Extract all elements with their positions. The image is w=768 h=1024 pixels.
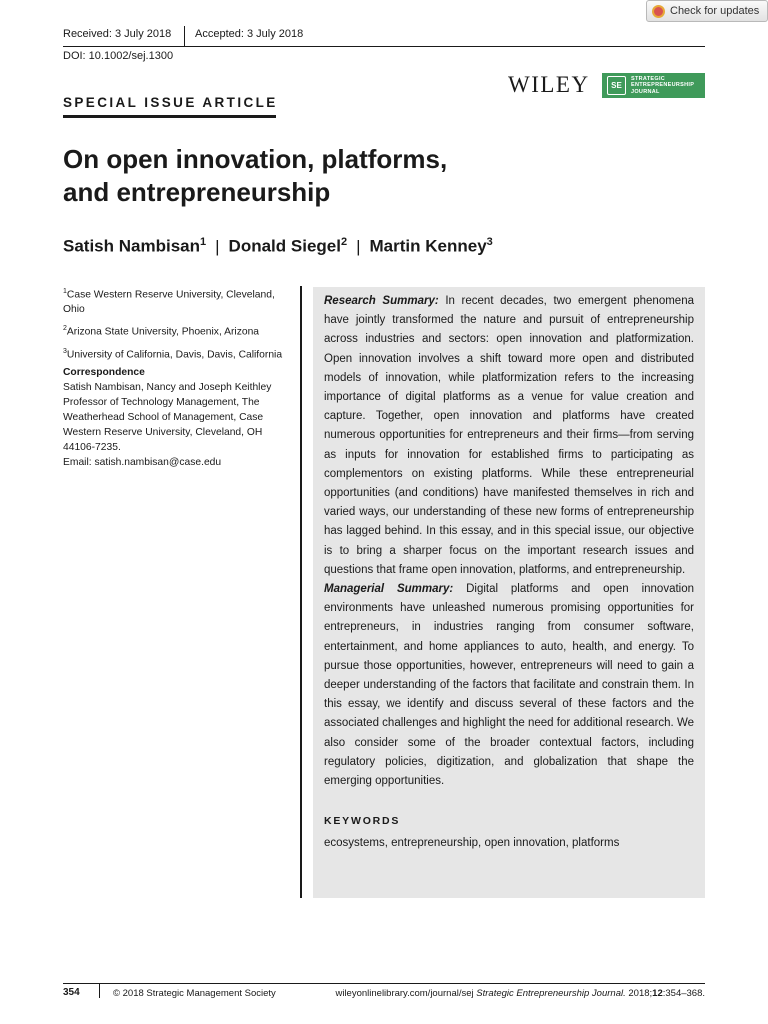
check-for-updates-label: Check for updates xyxy=(670,5,760,17)
managerial-summary-text: Digital platforms and open innovation environments have unleashed numerous promising opportunities for entrepreneurs, in industries ranging from consumer software, entertainment, and home appliances to auto, health, and energy. To pursue those opportunities, however, entrepreneurs will need to gain a deeper understanding of the factors that facilitate and constrain them. In this essay, we identify and discuss several of these factors and the associated challenges and highlight the need for additional research. We also consider some of the broader contextual factors, including regulatory policies, digitization, and globalization that shape the emerging opportunities. xyxy=(324,583,695,788)
title-line-1: On open innovation, platforms, xyxy=(63,144,448,174)
header-rule xyxy=(63,46,705,47)
journal-seal-icon: SE xyxy=(607,76,626,95)
article-title xyxy=(63,143,583,209)
affiliations xyxy=(63,284,285,470)
citation xyxy=(335,988,705,999)
affiliation-mark: 3 xyxy=(63,347,67,355)
author-name[interactable]: Donald Siegel xyxy=(228,236,341,256)
research-summary xyxy=(324,292,694,580)
correspondence-email[interactable]: Email: satish.nambisan@case.edu xyxy=(63,457,222,469)
affiliation-item xyxy=(63,321,285,339)
affiliation-mark: 2 xyxy=(63,325,67,333)
managerial-summary-label: Managerial Summary: xyxy=(324,583,454,596)
managerial-summary xyxy=(324,580,694,791)
citation-year: 2018; xyxy=(628,988,653,999)
author-affiliation-mark: 2 xyxy=(340,236,348,248)
page-number: 354 xyxy=(63,987,80,998)
affiliation-item xyxy=(63,284,285,317)
footer-rule xyxy=(63,983,705,984)
affiliation-text: Case Western Reserve University, Cleveland, Ohio xyxy=(63,289,275,316)
keywords-list: ecosystems, entrepreneurship, open innovation, platforms xyxy=(324,837,620,850)
doi: DOI: 10.1002/sej.1300 xyxy=(63,50,174,62)
received-date: Received: 3 July 2018 xyxy=(63,28,172,40)
journal-logo-line: JOURNAL xyxy=(631,88,660,95)
correspondence-text: Satish Nambisan, Nancy and Joseph Keithley Professor of Technology Management, The Weatherhead School of Management, Case Western Reserve University, Cleveland, OH 44106-7235. xyxy=(63,382,272,454)
affiliation-text: University of California, Davis, Davis, California xyxy=(66,349,283,361)
check-for-updates-button[interactable] xyxy=(646,0,768,22)
abstract-box xyxy=(313,287,705,898)
citation-volume: 12 xyxy=(652,988,663,999)
journal-logo xyxy=(602,73,705,98)
footer-divider xyxy=(99,984,100,998)
keywords-heading: KEYWORDS xyxy=(324,815,401,828)
journal-logo-line: STRATEGIC xyxy=(631,75,666,82)
crossmark-icon xyxy=(652,5,665,18)
affiliation-mark: 1 xyxy=(63,288,67,295)
abstract-side-bar xyxy=(300,286,302,898)
journal-name: Strategic Entrepreneurship Journal. xyxy=(476,988,626,999)
author-separator: | xyxy=(356,236,361,256)
affiliation-item xyxy=(63,344,285,362)
correspondence-heading: Correspondence xyxy=(63,367,145,379)
article-type-rule xyxy=(63,115,276,118)
author-list xyxy=(63,236,493,257)
article-type: SPECIAL ISSUE ARTICLE xyxy=(63,95,278,110)
author-affiliation-mark: 1 xyxy=(200,236,207,248)
title-line-2: and entrepreneurship xyxy=(63,177,331,207)
accepted-date: Accepted: 3 July 2018 xyxy=(195,28,304,40)
copyright: © 2018 Strategic Management Society xyxy=(113,988,276,999)
author-separator: | xyxy=(215,236,220,256)
author-name[interactable]: Satish Nambisan xyxy=(63,236,200,256)
affiliation-text: Arizona State University, Phoenix, Arizona xyxy=(66,326,260,338)
journal-url[interactable]: wileyonlinelibrary.com/journal/sej xyxy=(335,988,474,999)
wiley-logo: WILEY xyxy=(508,72,590,97)
journal-logo-line: ENTREPRENEURSHIP xyxy=(631,82,695,89)
citation-pages: :354–368. xyxy=(662,988,705,999)
research-summary-text: In recent decades, two emergent phenomena have jointly transformed the nature and pursuit of entrepreneurship across industries and sectors: open innovation and platformization. Open innovation involves a shift toward more open and distributed models of innovation, while platformization refers to the increasing importance of digital platforms as a venue for value creation and capture. Together, open innovation and platforms have created numerous opportunities for entrepreneurs and their firms—from serving as inputs for innovation for established firms to participating as complementors on existing platforms. While these entrepreneurial opportunities (and conditions) have manifested themselves in rich and varied ways, our understanding of these new forms of entrepreneurship has lagged behind. In this essay, and in this special issue, our objective is to bring a sharper focus on the important research issues and questions that frame open innovation, platforms, and entrepreneurship. xyxy=(324,295,694,576)
header-divider xyxy=(184,26,185,46)
author-affiliation-mark: 3 xyxy=(486,236,493,248)
author-name[interactable]: Martin Kenney xyxy=(369,236,487,256)
research-summary-label: Research Summary: xyxy=(324,295,439,307)
